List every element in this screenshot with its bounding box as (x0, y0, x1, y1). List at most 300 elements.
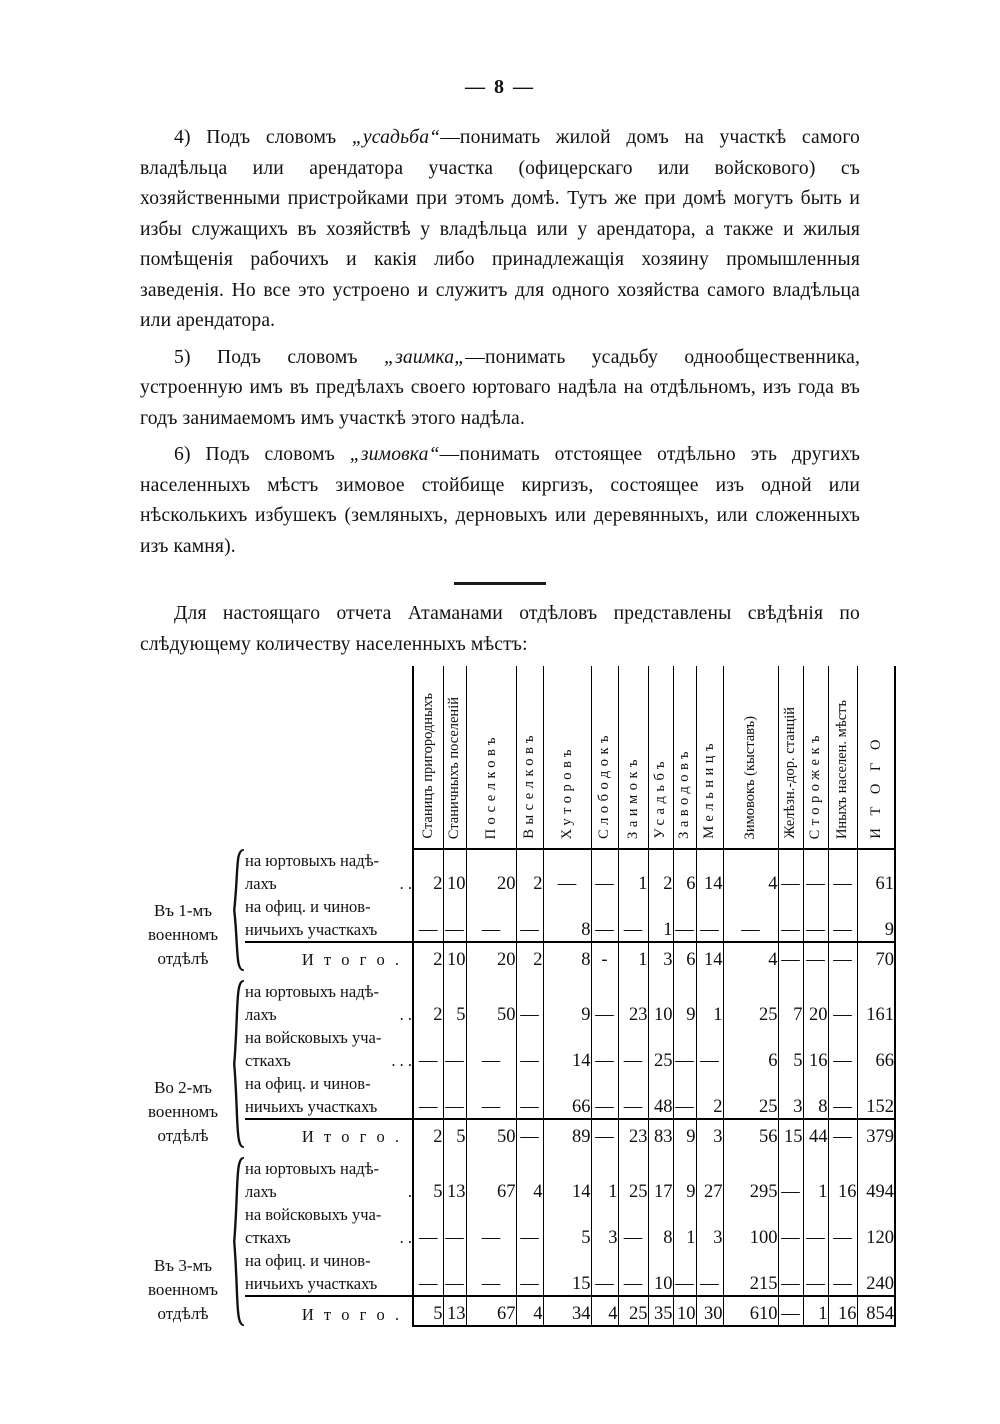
data-row-cell-9: 2 (696, 1072, 723, 1119)
block-gap-cell (618, 1148, 648, 1157)
population-places-table-wrap (135, 666, 894, 1327)
data-row-cell-6: — (618, 1026, 648, 1072)
row-label-line: ничьихъ участкахъ (245, 920, 378, 939)
data-row-cell-0: — (413, 1203, 443, 1249)
column-header-label: Желѣзн.-дор. станцій (782, 707, 799, 839)
block-gap-cell (723, 1148, 778, 1157)
paragraph-number: 5) (174, 346, 191, 368)
column-header-13 (828, 666, 857, 849)
table-total-row (135, 1296, 895, 1326)
column-header-label: Слободокъ (596, 730, 613, 839)
data-row-cell-5: — (591, 980, 618, 1026)
block-gap-spacer (231, 1148, 245, 1157)
row-label-leader-dots: . (407, 1182, 412, 1201)
paragraph-term: „усадьба“ (351, 127, 441, 148)
block-gap-cell (516, 971, 543, 980)
bottom-rule-spacer (245, 1326, 413, 1327)
data-row-cell-4: — (543, 849, 591, 895)
block-gap-cell (778, 971, 803, 980)
data-row-cell-12: 1 (803, 1157, 828, 1203)
data-row-cell-12: — (803, 1249, 828, 1296)
table-row (135, 849, 895, 895)
bottom-rule-cell (413, 1326, 443, 1327)
data-row-cell-13: — (828, 1249, 857, 1296)
total-row-cell-4: 8 (543, 942, 591, 971)
bottom-rule-cell (828, 1326, 857, 1327)
data-row-cell-3: — (516, 1072, 543, 1119)
bottom-rule-cell (648, 1326, 673, 1327)
row-label-line: ничьихъ участкахъ (245, 1274, 378, 1293)
row-label-line: лахъ . . (245, 874, 412, 893)
block-gap-cell (828, 1148, 857, 1157)
data-row-cell-12: 20 (803, 980, 828, 1026)
total-row-cell-9: 14 (696, 942, 723, 971)
data-row-cell-10: 4 (723, 849, 778, 895)
row-label (245, 1072, 413, 1119)
row-label-line: лахъ . (245, 1182, 412, 1201)
total-row-cell-12: — (803, 942, 828, 971)
data-row-cell-0: — (413, 895, 443, 942)
bottom-rule-cell (723, 1326, 778, 1327)
data-row-cell-14: 240 (857, 1249, 895, 1296)
total-row-cell-1: 10 (443, 942, 466, 971)
table-lead-in-text (140, 599, 860, 660)
data-row-cell-5: — (591, 1249, 618, 1296)
column-header-9 (696, 666, 723, 849)
table-row (135, 1026, 895, 1072)
body-text (140, 99, 860, 660)
bottom-rule-cell (466, 1326, 516, 1327)
data-row-cell-14: 152 (857, 1072, 895, 1119)
block-gap-cell (673, 1148, 696, 1157)
data-row-cell-11: — (778, 1203, 803, 1249)
data-row-cell-14: 494 (857, 1157, 895, 1203)
data-row-cell-12: — (803, 895, 828, 942)
block-gap-cell (696, 1148, 723, 1157)
data-row-cell-14: 61 (857, 849, 895, 895)
data-row-cell-6: — (618, 895, 648, 942)
data-row-cell-1: — (443, 895, 466, 942)
data-row-cell-2: 67 (466, 1157, 516, 1203)
data-row-cell-3: — (516, 1026, 543, 1072)
block-gap-cell (443, 971, 466, 980)
total-row-cell-5: — (591, 1119, 618, 1148)
bottom-rule-cell (516, 1326, 543, 1327)
block-gap-cell (803, 971, 828, 980)
column-header-label: Мельницъ (701, 739, 718, 839)
bottom-rule-cell (443, 1326, 466, 1327)
data-row-cell-12: 16 (803, 1026, 828, 1072)
data-row-cell-9: — (696, 1249, 723, 1296)
block-gap-cell (648, 1148, 673, 1157)
block-gap-cell (591, 1148, 618, 1157)
column-header-2 (466, 666, 516, 849)
data-row-cell-10: 100 (723, 1203, 778, 1249)
data-row-cell-12: 8 (803, 1072, 828, 1119)
column-header-label: Заводовъ (676, 747, 693, 839)
block-gap-cell (723, 971, 778, 980)
column-header-label: Поселковъ (482, 732, 499, 839)
row-label-leader-dots: . . . (391, 1051, 412, 1070)
data-row-cell-8: 9 (673, 980, 696, 1026)
data-row-cell-4: 15 (543, 1249, 591, 1296)
row-label (245, 1026, 413, 1072)
block-gap-spacer (245, 971, 413, 980)
data-row-cell-6: — (618, 1203, 648, 1249)
block-gap-cell (443, 1148, 466, 1157)
paragraph-run-2: —понимать отстоящее отдѣльно эть другихъ населенныхъ мѣстъ зимовое стойбище киргизъ, состоящее изъ одной или нѣсколькихъ избушекъ (земляныхъ, дерновыхъ или деревянныхъ, или сложенныхъ изъ камня). (140, 444, 860, 557)
block-gap-cell (413, 971, 443, 980)
row-label (245, 1249, 413, 1296)
table-bottom-rule (135, 1326, 895, 1327)
data-row-cell-7: 25 (648, 1026, 673, 1072)
block-gap-cell (543, 1148, 591, 1157)
data-row-cell-0: 2 (413, 980, 443, 1026)
group-label-line: отдѣлѣ (157, 1304, 209, 1323)
row-label-line: лахъ . . (245, 1005, 412, 1024)
data-row-cell-8: 9 (673, 1157, 696, 1203)
total-row-cell-10: 4 (723, 942, 778, 971)
data-row-cell-5: — (591, 1026, 618, 1072)
block-gap-cell (673, 971, 696, 980)
data-row-cell-14: 66 (857, 1026, 895, 1072)
data-row-cell-13: — (828, 1072, 857, 1119)
column-header-10 (723, 666, 778, 849)
total-row-cell-3: 2 (516, 942, 543, 971)
data-row-cell-7: 8 (648, 1203, 673, 1249)
column-header-label: Хуторовъ (558, 744, 575, 839)
data-row-cell-5: — (591, 1072, 618, 1119)
table-row (135, 1249, 895, 1296)
data-row-cell-11: 3 (778, 1072, 803, 1119)
row-label-line: сткахъ . . . (245, 1051, 412, 1070)
total-row-cell-9: 3 (696, 1119, 723, 1148)
group-label-0 (135, 849, 231, 971)
data-row-cell-13: 16 (828, 1157, 857, 1203)
column-header-label: Заимокъ (624, 755, 641, 839)
column-header-7 (648, 666, 673, 849)
data-row-cell-3: — (516, 1249, 543, 1296)
data-row-cell-2: 50 (466, 980, 516, 1026)
table-total-row (135, 942, 895, 971)
group-brace-icon (231, 849, 245, 971)
bottom-rule-cell (543, 1326, 591, 1327)
column-header-0 (413, 666, 443, 849)
group-brace-icon (231, 980, 245, 1148)
data-row-cell-14: 161 (857, 980, 895, 1026)
data-row-cell-0: 5 (413, 1157, 443, 1203)
data-row-cell-6: — (618, 1249, 648, 1296)
data-row-cell-9: 14 (696, 849, 723, 895)
data-row-cell-8: — (673, 895, 696, 942)
paragraph-item-5 (140, 343, 860, 435)
total-row-cell-2: 20 (466, 942, 516, 971)
table-row (135, 1203, 895, 1249)
group-brace-icon (231, 1157, 245, 1326)
data-row-cell-13: — (828, 1203, 857, 1249)
row-label (245, 1203, 413, 1249)
bottom-rule-cell (591, 1326, 618, 1327)
row-label (245, 980, 413, 1026)
row-label-line: на офиц. и чинов- (245, 1251, 371, 1270)
group-label-line: Въ 3-мъ (153, 1256, 213, 1275)
total-row-label: И т о г о . (245, 942, 413, 971)
total-row-cell-13: 16 (828, 1296, 857, 1326)
data-row-cell-7: 2 (648, 849, 673, 895)
data-row-cell-4: 5 (543, 1203, 591, 1249)
data-row-cell-11: 7 (778, 980, 803, 1026)
block-gap-spacer (135, 1148, 231, 1157)
total-row-cell-8: 9 (673, 1119, 696, 1148)
data-row-cell-5: — (591, 895, 618, 942)
block-gap-cell (466, 971, 516, 980)
data-row-cell-10: — (723, 895, 778, 942)
total-row-cell-0: 2 (413, 1119, 443, 1148)
column-header-label: Усадьбъ (652, 757, 669, 839)
block-gap-spacer (245, 1148, 413, 1157)
block-gap-cell (696, 971, 723, 980)
group-brace-cell-0 (231, 849, 245, 971)
data-row-cell-3: — (516, 1203, 543, 1249)
data-row-cell-7: 10 (648, 1249, 673, 1296)
data-row-cell-13: — (828, 895, 857, 942)
total-row-cell-7: 3 (648, 942, 673, 971)
table-row (135, 895, 895, 942)
total-row-cell-12: 1 (803, 1296, 828, 1326)
data-row-cell-10: 295 (723, 1157, 778, 1203)
total-row-cell-7: 35 (648, 1296, 673, 1326)
row-label-line: на войсковыхъ уча- (245, 1205, 382, 1224)
data-row-cell-6: 25 (618, 1157, 648, 1203)
data-row-cell-9: 1 (696, 980, 723, 1026)
paragraph-item-4 (140, 123, 860, 337)
row-label-line: на юртовыхъ надѣ- (245, 851, 380, 870)
total-row-cell-10: 56 (723, 1119, 778, 1148)
column-header-11 (778, 666, 803, 849)
data-row-cell-4: 14 (543, 1026, 591, 1072)
block-gap-cell (803, 1148, 828, 1157)
total-row-cell-3: — (516, 1119, 543, 1148)
total-row-cell-5: - (591, 942, 618, 971)
lead-in-label: Для настоящаго отчета Атаманами отдѣловъ представлены свѣдѣнія по слѣдующему количеству населенныхъ мѣстъ: (140, 603, 860, 655)
data-row-cell-8: — (673, 1249, 696, 1296)
header-spacer-label (245, 666, 413, 849)
data-row-cell-5: 3 (591, 1203, 618, 1249)
total-row-cell-7: 83 (648, 1119, 673, 1148)
column-header-8 (673, 666, 696, 849)
data-row-cell-1: 13 (443, 1157, 466, 1203)
table-body (135, 849, 895, 1327)
data-row-cell-11: 5 (778, 1026, 803, 1072)
row-label (245, 849, 413, 895)
block-gap-cell (857, 1148, 895, 1157)
total-row-cell-3: 4 (516, 1296, 543, 1326)
data-row-cell-9: — (696, 1026, 723, 1072)
column-header-4 (543, 666, 591, 849)
data-row-cell-13: — (828, 980, 857, 1026)
data-row-cell-6: — (618, 1072, 648, 1119)
data-row-cell-5: — (591, 849, 618, 895)
row-label-line: на офиц. и чинов- (245, 1074, 371, 1093)
paragraph-run-0: Подъ словомъ (205, 444, 350, 465)
header-spacer-group (135, 666, 231, 849)
table-header-row (135, 666, 895, 849)
paragraph-number: 6) (174, 444, 191, 465)
data-row-cell-13: — (828, 1026, 857, 1072)
data-row-cell-4: 9 (543, 980, 591, 1026)
group-brace-cell-2 (231, 1157, 245, 1326)
block-gap-cell (466, 1148, 516, 1157)
block-gap-cell (413, 1148, 443, 1157)
total-row-cell-13: — (828, 1119, 857, 1148)
bottom-rule-cell (857, 1326, 895, 1327)
total-row-cell-11: — (778, 942, 803, 971)
block-gap-cell (618, 971, 648, 980)
total-row-cell-6: 23 (618, 1119, 648, 1148)
block-gap-cell (516, 1148, 543, 1157)
group-brace-cell-1 (231, 980, 245, 1148)
group-label-line: отдѣлѣ (157, 1126, 209, 1145)
total-row-cell-6: 25 (618, 1296, 648, 1326)
column-header-label: Зимовокъ (кыставъ) (742, 715, 759, 839)
column-header-5 (591, 666, 618, 849)
row-label-line: сткахъ . . (245, 1228, 412, 1247)
total-row-cell-8: 6 (673, 942, 696, 971)
total-row-cell-12: 44 (803, 1119, 828, 1148)
data-row-cell-8: 6 (673, 849, 696, 895)
data-row-cell-2: — (466, 1072, 516, 1119)
data-row-cell-2: — (466, 1249, 516, 1296)
data-row-cell-11: — (778, 1157, 803, 1203)
data-row-cell-3: 4 (516, 1157, 543, 1203)
block-gap-row (135, 1148, 895, 1157)
data-row-cell-14: 120 (857, 1203, 895, 1249)
data-row-cell-1: — (443, 1072, 466, 1119)
data-row-cell-10: 25 (723, 1072, 778, 1119)
group-label-line: военномъ (147, 1280, 219, 1299)
row-label-line: ничьихъ участкахъ (245, 1097, 378, 1116)
data-row-cell-12: — (803, 849, 828, 895)
row-label-leader-dots: . . (399, 874, 412, 893)
paragraph-item-6 (140, 440, 860, 562)
data-row-cell-2: — (466, 1026, 516, 1072)
group-label-line: отдѣлѣ (157, 949, 209, 968)
column-header-6 (618, 666, 648, 849)
total-row-cell-4: 34 (543, 1296, 591, 1326)
data-row-cell-0: — (413, 1249, 443, 1296)
data-row-cell-7: 48 (648, 1072, 673, 1119)
data-row-cell-9: 3 (696, 1203, 723, 1249)
page-number: — 8 — (465, 76, 535, 98)
total-row-cell-8: 10 (673, 1296, 696, 1326)
column-header-12 (803, 666, 828, 849)
data-row-cell-0: — (413, 1026, 443, 1072)
table-head (135, 666, 895, 849)
total-row-cell-14: 379 (857, 1119, 895, 1148)
column-header-3 (516, 666, 543, 849)
data-row-cell-11: — (778, 1249, 803, 1296)
total-row-cell-0: 5 (413, 1296, 443, 1326)
bottom-rule-spacer (135, 1326, 231, 1327)
paragraph-term: „зимовка“ (349, 444, 440, 465)
block-gap-cell (828, 971, 857, 980)
total-row-cell-2: 50 (466, 1119, 516, 1148)
data-row-cell-6: 1 (618, 849, 648, 895)
data-row-cell-7: 10 (648, 980, 673, 1026)
total-row-cell-1: 5 (443, 1119, 466, 1148)
bottom-rule-cell (778, 1326, 803, 1327)
total-row-cell-14: 70 (857, 942, 895, 971)
data-row-cell-8: — (673, 1072, 696, 1119)
row-label-line: на юртовыхъ надѣ- (245, 982, 380, 1001)
total-row-cell-2: 67 (466, 1296, 516, 1326)
data-row-cell-3: — (516, 895, 543, 942)
group-label-1 (135, 980, 231, 1148)
total-row-cell-13: — (828, 942, 857, 971)
block-gap-cell (857, 971, 895, 980)
group-label-line: Во 2-мъ (154, 1078, 212, 1097)
data-row-cell-11: — (778, 895, 803, 942)
data-row-cell-4: 8 (543, 895, 591, 942)
data-row-cell-1: — (443, 1249, 466, 1296)
data-row-cell-2: — (466, 895, 516, 942)
table-row (135, 1157, 895, 1203)
paragraph-run-2: —понимать жилой домъ на участкѣ самого владѣльца или арендатора участка (офицерскаго или войскового) съ хозяйственными пристройками при этомъ домѣ. Тутъ же при домѣ могутъ быть и избы служащихъ въ хозяйствѣ у владѣльца или у арендатора, а также и жилыя помѣщенія рабочихъ и какія либо принадлежащія хозяину промышленныя заведенія. Но все это устроено и служитъ для одного хозяйства самого владѣльца или арендатора. (140, 127, 860, 331)
total-row-cell-11: 15 (778, 1119, 803, 1148)
total-row-cell-1: 13 (443, 1296, 466, 1326)
data-row-cell-8: — (673, 1026, 696, 1072)
block-gap-spacer (231, 971, 245, 980)
data-row-cell-5: 1 (591, 1157, 618, 1203)
bottom-rule-cell (696, 1326, 723, 1327)
total-row-cell-0: 2 (413, 942, 443, 971)
total-row-cell-10: 610 (723, 1296, 778, 1326)
data-row-cell-3: — (516, 980, 543, 1026)
section-divider-rule (454, 582, 546, 585)
data-row-cell-11: — (778, 849, 803, 895)
data-row-cell-1: 5 (443, 980, 466, 1026)
data-row-cell-10: 6 (723, 1026, 778, 1072)
data-row-cell-0: 2 (413, 849, 443, 895)
bottom-rule-spacer (231, 1326, 245, 1327)
block-gap-row (135, 971, 895, 980)
paragraph-run-0: Подъ словомъ (206, 127, 352, 148)
column-header-label: Станичныхъ поселеній (446, 696, 463, 839)
data-row-cell-2: 20 (466, 849, 516, 895)
data-row-cell-1: — (443, 1203, 466, 1249)
total-row-cell-11: — (778, 1296, 803, 1326)
population-places-table (135, 666, 896, 1327)
column-header-14 (857, 666, 895, 849)
total-row-cell-6: 1 (618, 942, 648, 971)
data-row-cell-6: 23 (618, 980, 648, 1026)
column-header-1 (443, 666, 466, 849)
data-row-cell-1: — (443, 1026, 466, 1072)
block-gap-cell (543, 971, 591, 980)
data-row-cell-2: — (466, 1203, 516, 1249)
group-label-2 (135, 1157, 231, 1326)
paragraph-term: „заимка„ (384, 346, 466, 368)
data-row-cell-14: 9 (857, 895, 895, 942)
data-row-cell-12: — (803, 1203, 828, 1249)
column-header-label: Станицъ пригородныхъ (420, 693, 436, 839)
row-label-line: на офиц. и чинов- (245, 897, 371, 916)
paragraph-run-0: Подъ словомъ (216, 346, 385, 368)
total-row-label: И т о г о . (245, 1296, 413, 1326)
row-label-line: на войсковыхъ уча- (245, 1028, 382, 1047)
total-row-cell-14: 854 (857, 1296, 895, 1326)
group-label-line: Въ 1-мъ (153, 901, 213, 920)
